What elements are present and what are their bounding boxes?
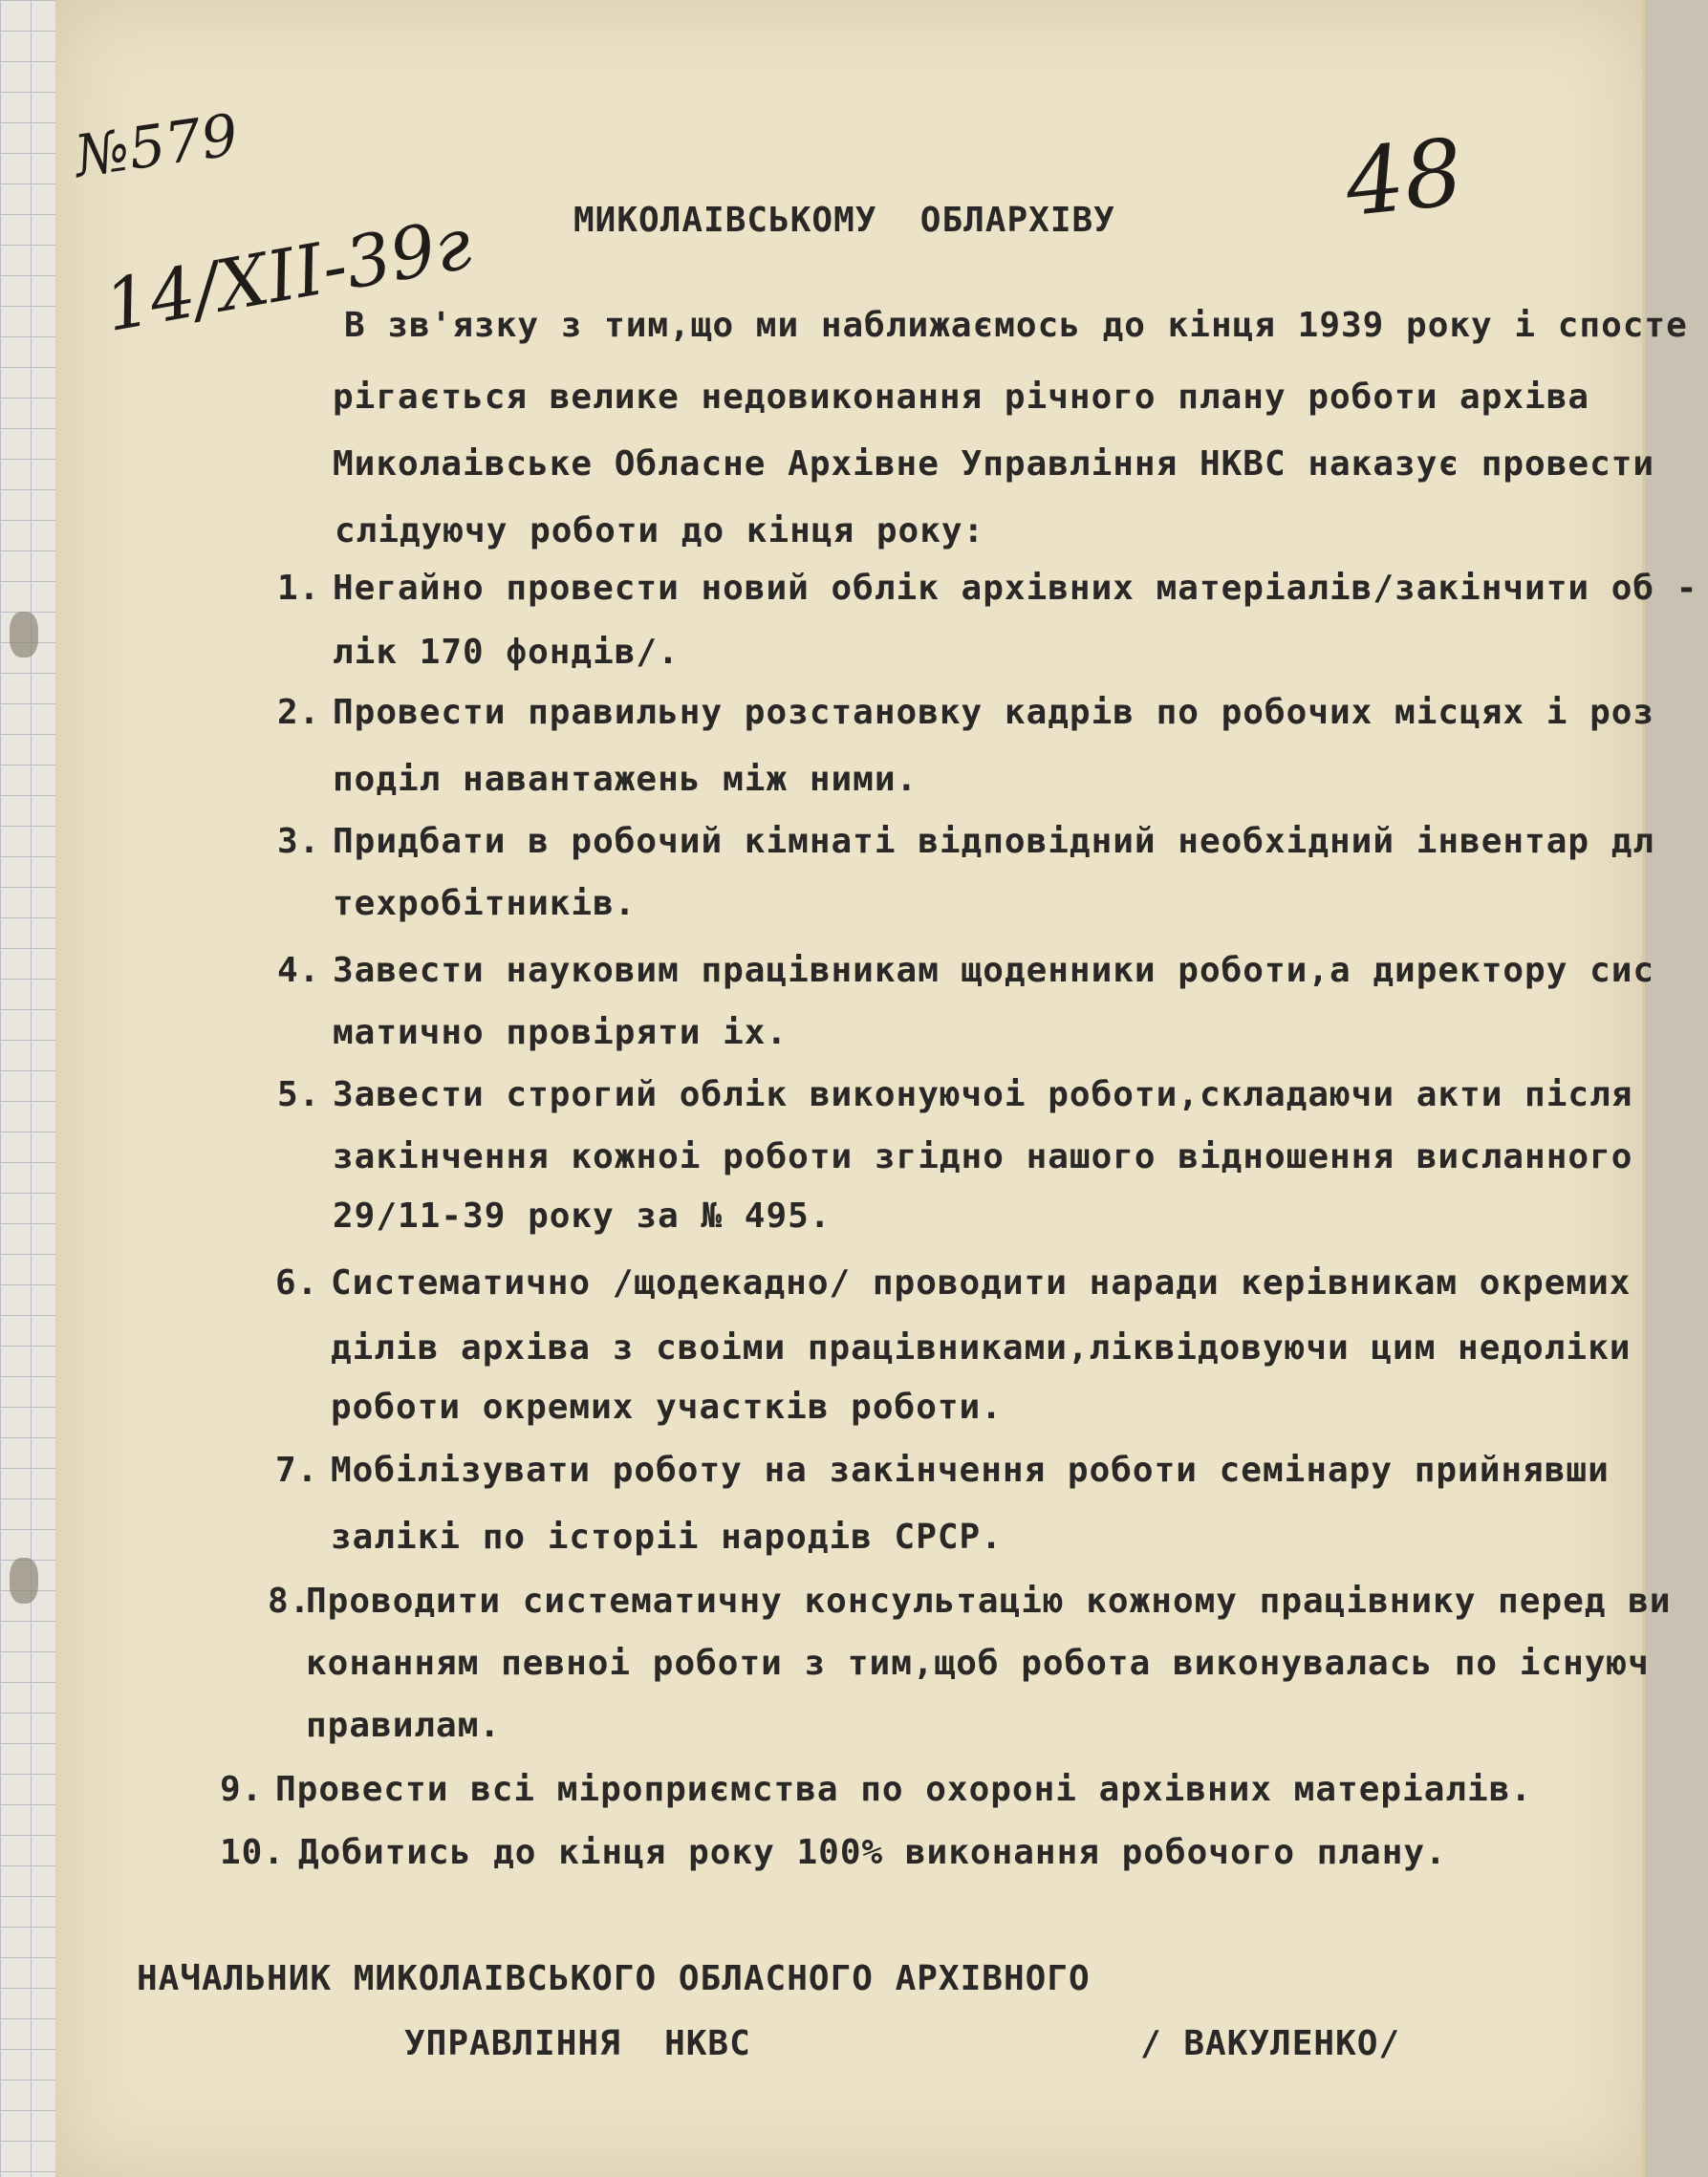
folio-number: 48 — [1340, 118, 1468, 238]
intro-line-3: Миколаівське Обласне Архівне Управління НКВС наказує провести — [333, 444, 1655, 484]
item-4-line-1: Завести науковим працівникам щоденники роботи,а директору сис — [333, 951, 1655, 990]
item-6-line-2: ділів архіва з своіми працівниками,ліквідовуючи цим недоліки — [331, 1328, 1632, 1368]
item-7-line-2: залікі по історіі народів СРСР. — [331, 1518, 1003, 1557]
item-1-line-1: Негайно провести новий облік архівних матеріалів/закінчити об - — [333, 569, 1698, 608]
item-3-line-2: техробітників. — [333, 884, 637, 923]
item-5-line-2: закінчення кожноі роботи згідно нашого відношення висланного — [333, 1137, 1633, 1176]
intro-line-1: В зв'язку з тим,що ми наближаємось до кінця 1939 року і спосте — [344, 306, 1688, 345]
item-8-line-2: конанням певноі роботи з тим,щоб робота виконувалась по існуюч — [306, 1644, 1650, 1683]
item-4-number: 4. — [277, 951, 321, 990]
handwritten-reference-number: №579 — [70, 101, 243, 191]
item-5-line-1: Завести строгий облік виконуючоі роботи,складаючи акти після — [333, 1075, 1633, 1114]
item-7-number: 7. — [275, 1451, 319, 1490]
item-5-line-3: 29/11-39 року за № 495. — [333, 1196, 832, 1236]
item-1-line-2: лік 170 фондів/. — [333, 633, 680, 672]
item-9-number: 9. — [220, 1770, 264, 1809]
addressee-heading: МИКОЛАІВСЬКОМУ ОБЛАРХІВУ — [573, 201, 1115, 240]
item-10-number: 10. — [220, 1833, 286, 1872]
binding-hole — [10, 1558, 38, 1604]
item-4-line-2: матично провіряти іх. — [333, 1013, 789, 1052]
intro-line-2: рігається велике недовиконання річного плану роботи архіва — [333, 377, 1590, 417]
item-2-line-1: Провести правильну розстановку кадрів по робочих місцях і роз — [333, 693, 1655, 732]
item-7-line-1: Мобілізувати роботу на закінчення роботи семінару прийнявши — [331, 1451, 1610, 1490]
item-6-line-3: роботи окремих участків роботи. — [331, 1388, 1003, 1427]
signature-name: / ВАКУЛЕНКО/ — [1140, 2024, 1401, 2063]
item-2-line-2: поділ навантажень між ними. — [333, 760, 919, 799]
binding-hole — [10, 612, 38, 657]
item-8-number: 8. — [268, 1582, 312, 1621]
item-3-number: 3. — [277, 822, 321, 861]
item-8-line-3: правилам. — [306, 1706, 502, 1745]
item-8-line-1: Проводити систематичну консультацію кожному працівнику перед ви — [306, 1582, 1672, 1621]
item-1-number: 1. — [277, 569, 321, 608]
intro-line-4: слідуючу роботи до кінця року: — [335, 511, 985, 550]
item-10-line-1: Добитись до кінця року 100% виконання робочого плану. — [298, 1833, 1447, 1872]
signature-title-line-1: НАЧАЛЬНИК МИКОЛАІВСЬКОГО ОБЛАСНОГО АРХІВНОГО — [137, 1959, 1091, 1998]
handwritten-reference-date: 14/XII-39г — [98, 203, 478, 348]
signature-title-line-2: УПРАВЛІННЯ НКВС — [404, 2024, 751, 2063]
item-6-line-1: Систематично /щодекадно/ проводити наради керівникам окремих — [331, 1263, 1632, 1303]
item-5-number: 5. — [277, 1075, 321, 1114]
item-9-line-1: Провести всі міроприємства по охороні архівних матеріалів. — [275, 1770, 1533, 1809]
document-sheet — [55, 0, 1698, 2177]
item-3-line-1: Придбати в робочий кімнаті відповідний необхідний інвентар дл — [333, 822, 1655, 861]
item-2-number: 2. — [277, 693, 321, 732]
item-6-number: 6. — [275, 1263, 319, 1303]
